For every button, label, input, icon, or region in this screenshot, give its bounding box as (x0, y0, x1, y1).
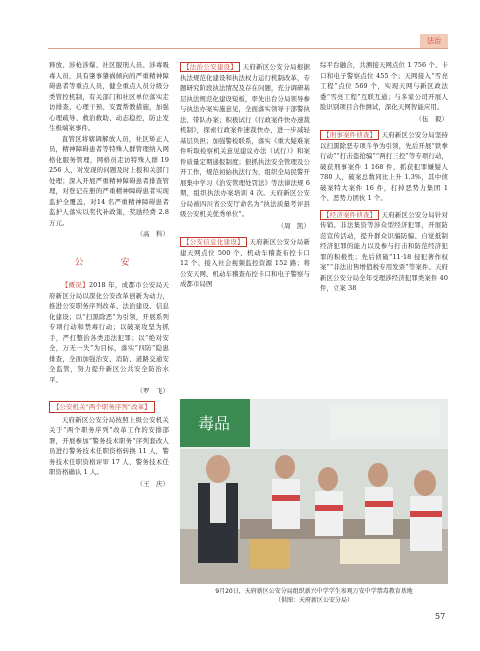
page-number: 57 (435, 612, 446, 621)
article-text: 2018 年，成都市公安局天府新区分局以深化公安改革创新为动力，推进公安职务序列改革、法治建设、信息化建设；以“扫黑除恶”为引领，开展系列专项行动和禁毒行动；以破案攻坚为抓手，严打整治各类违法犯罪；以“绝对安全，万无一失”为目标，落实“四防”隐患排查，全面加强治安、消防、道路交通安全监管，努力提升新区公共安全防治水平。 (49, 281, 169, 384)
article-tag: 【概况】 (61, 281, 89, 289)
author-credit: （高 科） (136, 230, 169, 238)
section-tab: 法治 (420, 34, 448, 48)
article-crime (320, 130, 448, 204)
photo-caption (180, 587, 448, 605)
article-text: 天府新区公安分局新建天网点位 500 个、机动车稽查布控卡口 12 个、接入社会视频监控资源 152 路；将公安天网、机动车稽查布控卡口和电子警察与成都市局图 (180, 238, 311, 288)
article-text: 天府新区公安分局针对传销、非法集资等涉众型经济犯罪，开展防范宣传活动，提升群众识骗防骗、自觉抵制经济犯罪的能力以及参与打击和防范经济犯罪的积极性；先后侦破“11·18 侵犯著作权案”“非法出售增值税专用发票”等案件。天府新区公安分局全年受理涉经济犯罪类案件 40 件，立案 38 (320, 210, 448, 292)
article-law (180, 62, 310, 220)
caption-credit: （供图：天府新区公安分局） (274, 597, 353, 604)
article-info (180, 237, 310, 290)
article-text: 天府新区公安分局根据执法规范化建设和执法权力运行机制改革，专题研究阶段执法情况及存在问题，充分调研基层执法规范化建设短板，率先出台分局领导参与执法办案实施意见，全面落实领导干部警执法、带队办案；积极试行《行政案件快办速裁机制》，探索行政案件速裁快办，进一步减轻基层负担；加强警检联系，落实《重大疑难案件听取检察机关意见建议办法（试行）》和案件质量定期通报制度；狠抓执法安全管理及公开工作，规范初始执法行为，组织全局民警开展集中学习《治安管理处罚法》等法律法规 6 期，组织执法办案培训 4 次。天府新区公安分局被四川省公安厅命名为“执法质量考评县级公安机关优秀单位”。 (180, 63, 310, 218)
article-econ (320, 210, 448, 294)
column-3 (320, 60, 448, 294)
news-photo (180, 399, 448, 584)
article-text: 天府新区公安分局坚持以扫黑除恶专项斗争为引领，先后开展“铁拳行动”“打击盗抢骗”“两打三控”等专项行动，破获刑事案件 1 168 件，抓获犯罪嫌疑人 780 人，破案总数同比上升 1.3%，其中侦破案特大案件 16 件，打掉恶势力集团 1 个、恶势力团伙 1 个。 (320, 131, 448, 202)
caption-line: 9月20日，天府新区公安分局组织新兴中学学生参观万安中学禁毒教育基地 (215, 588, 413, 595)
section-heading: 公 安 (74, 257, 144, 268)
article-tag: 【公安信息化建设】 (180, 237, 247, 247)
photo-sign-text: 毒品 (198, 414, 231, 433)
article-overview (49, 280, 169, 385)
column-1 (49, 60, 169, 493)
header-rule (48, 48, 448, 49)
article-tag: 【法治公安建设】 (180, 62, 240, 72)
paragraph: 天府新区公安分局按照上级公安机关关于“两个职务序列”改革工作的安排部署，开展参加“警务技术职务”序列套改人员进行警务技术任职资格转换 11 人，警务技术任职资格评审 17 人、警务技术任职资格确认 1 人。 (49, 415, 169, 476)
article-tag-boxed: 【公安机关“两个职务序列”改革】 (49, 401, 155, 413)
photo-illustration (180, 399, 448, 584)
author-credit: （伍 毅） (415, 114, 448, 123)
author-credit: （王 庆） (136, 479, 169, 488)
paragraph: 释放、涉枪涉爆、社区服刑人员、涉毒吸毒人员，具有肇事肇祸倾向的严重精神障碍患者等重点人员，健全重点人员分级分类管控机制，有关部门和社区单位落实走访排查、心理干预、安置帮教措施，加强心理疏导、救治救助、动态稳控，防止发生极端案事件。 (49, 61, 169, 132)
author-credit: （周 凯） (277, 221, 310, 230)
paragraph: 直管区将辖调解放人员，社区矫正人员，精神障碍患者等特殊人群管理纳入网格化服务管理，网格员走访特殊人群 19 256 人，对发现的问题及时上报和关部门处理；深入开展严重精神障碍患者排查管理，对登记在册的严重精神障碍患者实现监护全覆盖，对14 名严重精神障碍患者监护人落实以奖代补政策，奖励经费 2.8 万元。 (49, 134, 169, 227)
article-tag: 【刑事案件侦查】 (320, 130, 379, 140)
paragraph: 综平台融合，共测接天网点位 1 756 个、卡口和电子警察点位 455 个；天网接入“雪亮工程”点位 569 个，实现天网与新区政法委“雪亮工程”互联互通；与多家公司开展人脸识别项目合作测试，深化天网智能应用。 (320, 61, 448, 111)
article-tag: 【经济案件侦查】 (320, 210, 379, 220)
author-credit: （罗 飞） (136, 387, 169, 395)
column-2 (180, 60, 310, 290)
